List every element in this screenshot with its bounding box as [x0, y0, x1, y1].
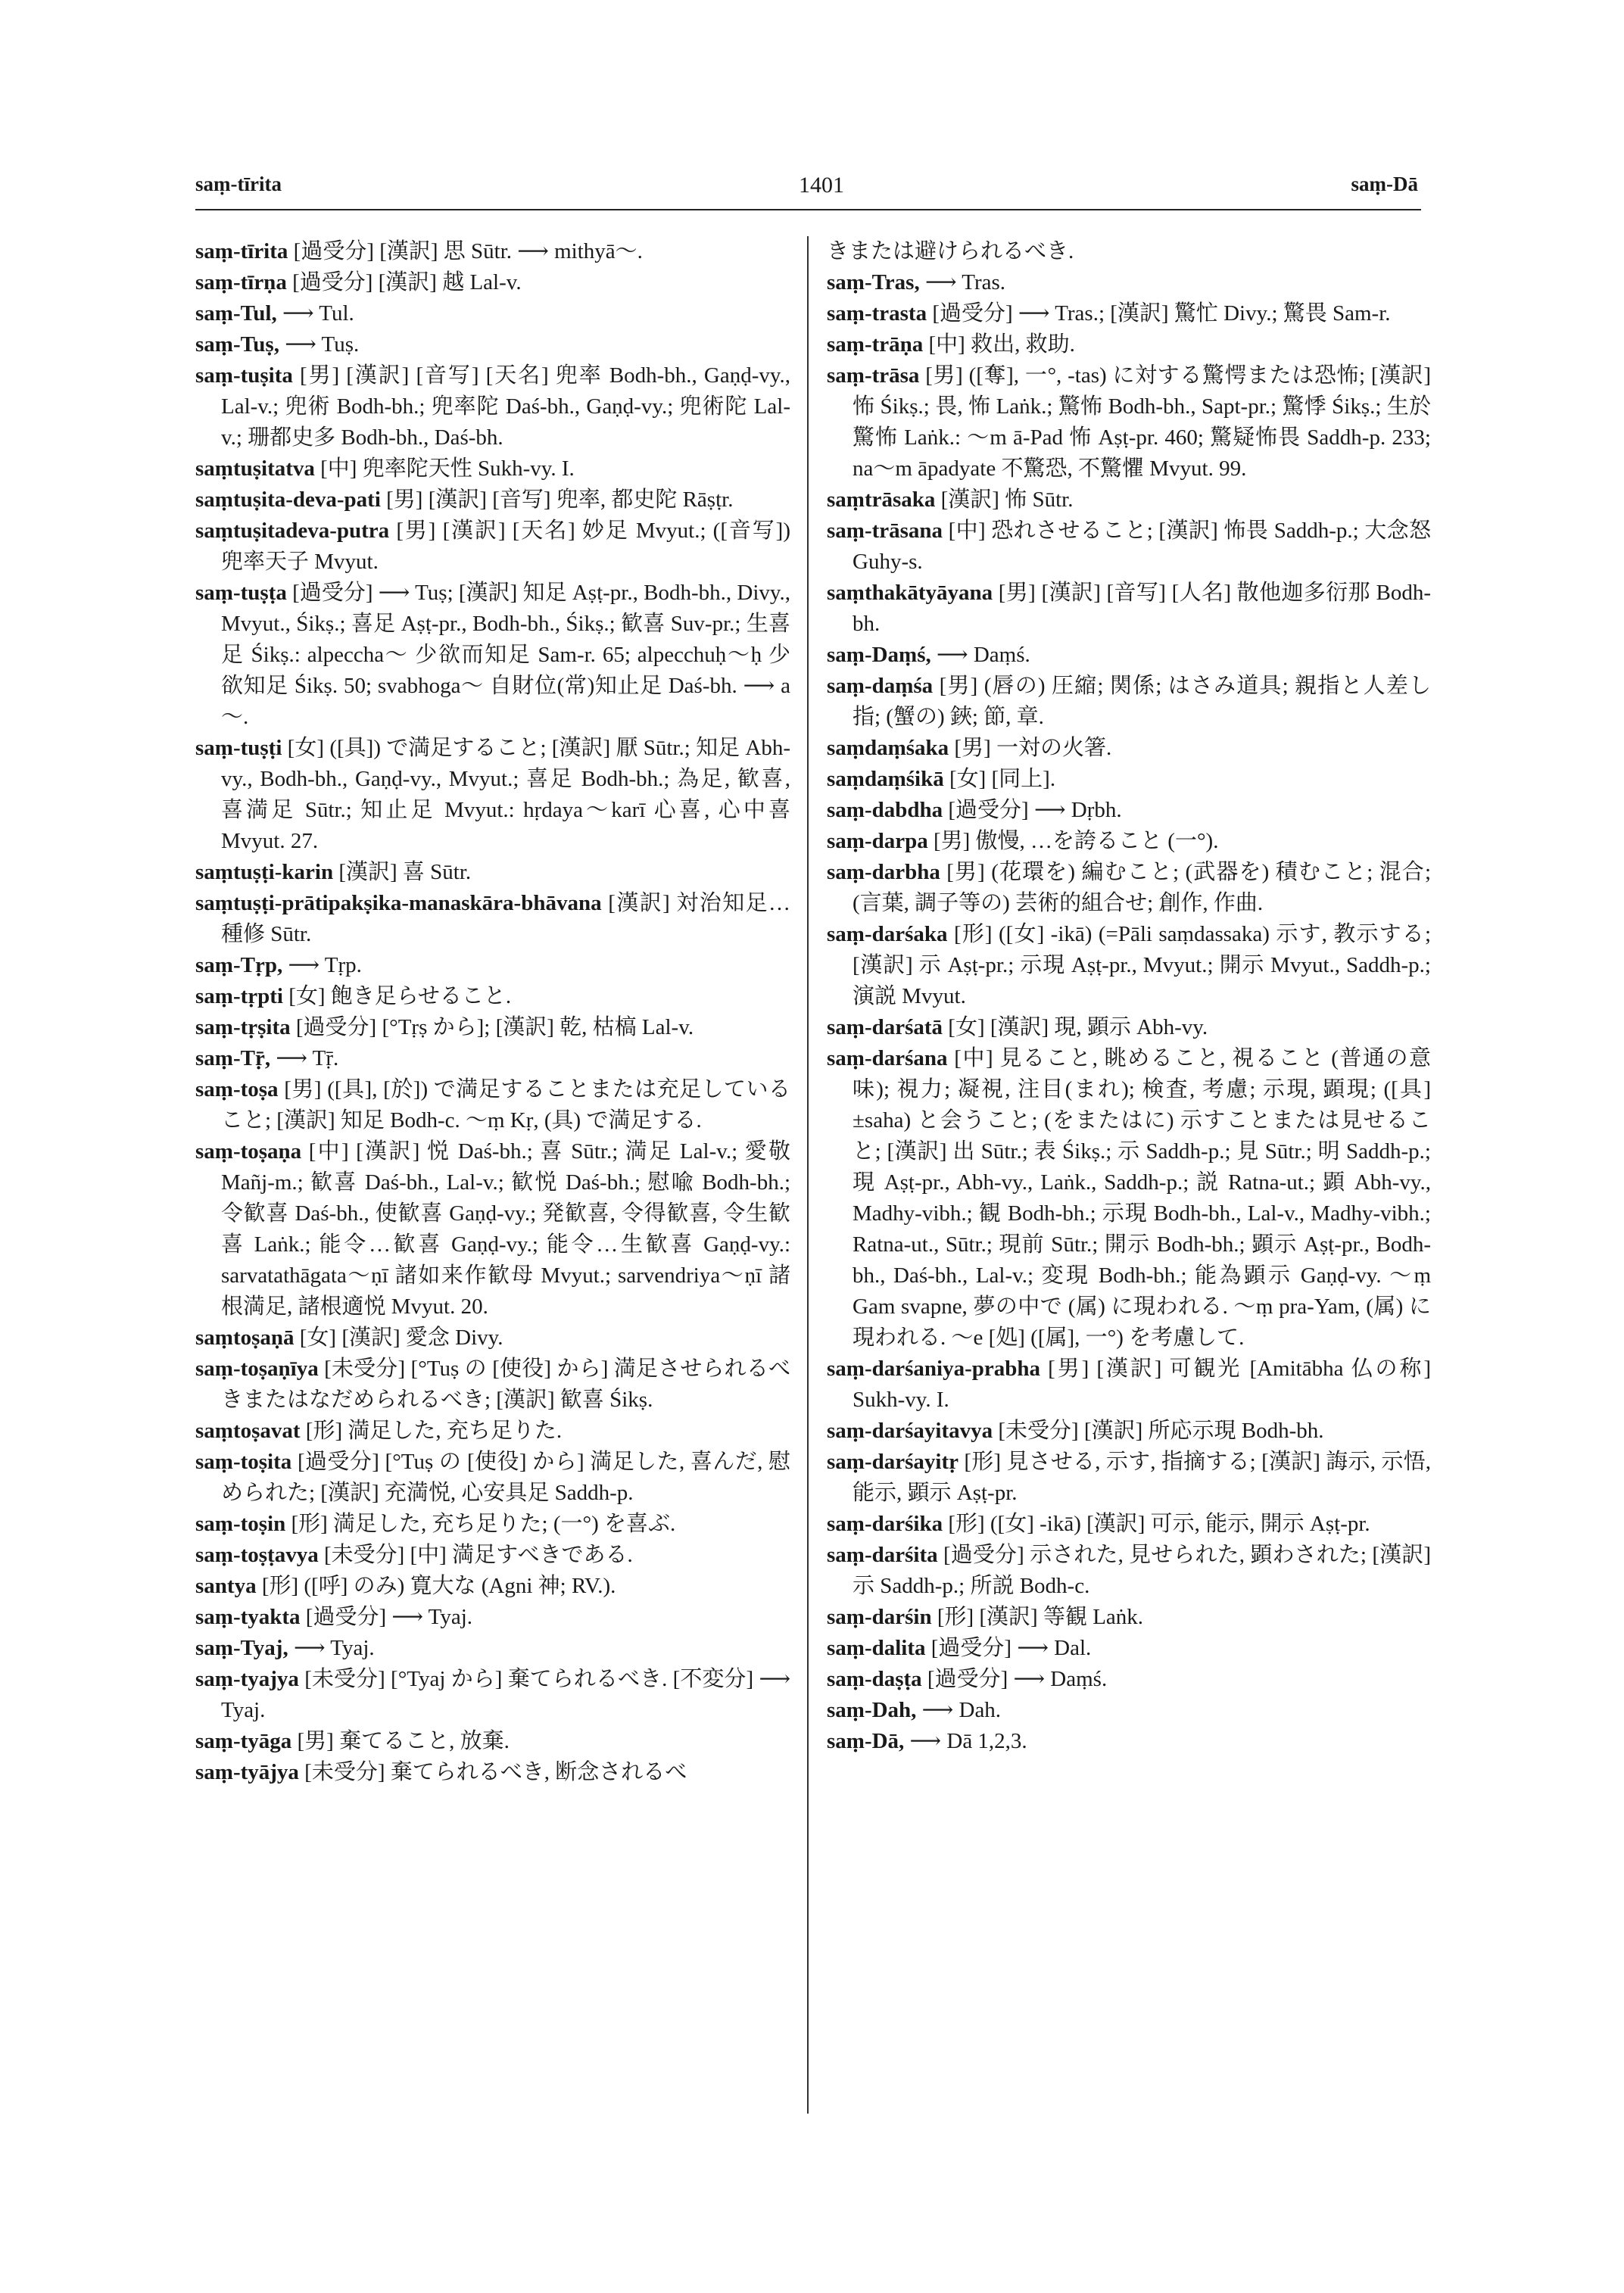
dictionary-entry	[827, 360, 1431, 484]
definition: [男] 一対の火箸.	[954, 736, 1112, 760]
definition: [過受分] [漢訳] 思 Sūtr. ⟶ mithyā～.	[293, 239, 643, 263]
headword: saṃtoṣaṇā	[195, 1326, 295, 1350]
headword: saṃ-tyāga	[195, 1729, 292, 1753]
dictionary-entry	[827, 1509, 1431, 1540]
definition: [女] 飽き足らせること.	[288, 984, 512, 1008]
headword: saṃ-toṣa	[195, 1077, 279, 1101]
dictionary-entry	[195, 1074, 790, 1136]
definition: ⟶ Tras.	[924, 270, 1006, 294]
definition: [未受分] [°Tuṣ の [使役] から] 満足させられるべきまたはなだめられるべき; [漢訳] 歓喜 Śikṣ.	[221, 1357, 790, 1412]
dictionary-entry	[195, 484, 790, 516]
headword: saṃ-trāṇa	[827, 332, 924, 357]
dictionary-entry	[827, 1664, 1431, 1695]
dictionary-entry	[827, 1043, 1431, 1354]
headword: saṃ-darśana	[827, 1046, 948, 1070]
dictionary-entry	[827, 826, 1431, 857]
definition: [女] [漢訳] 愛念 Divy.	[299, 1326, 503, 1350]
headword: saṃ-tuṣṭa	[195, 581, 287, 605]
dictionary-entry	[195, 267, 790, 298]
header-rule	[195, 209, 1421, 210]
dictionary-entry	[827, 857, 1431, 919]
dictionary-entry	[195, 329, 790, 360]
right-column	[827, 236, 1431, 1757]
definition: ⟶ Tṝ.	[276, 1046, 339, 1070]
headword: saṃtuṣita-deva-pati	[195, 488, 381, 512]
dictionary-entry	[827, 1695, 1431, 1726]
definition: [形] 満足した, 充ち足りた; (一°) を喜ぶ.	[291, 1512, 676, 1536]
headword: saṃ-tṛpti	[195, 984, 283, 1008]
definition: [男] (唇の) 圧縮; 関係; はさみ道具; 親指と人差し指; (蟹の) 鋏; 節, 章.	[853, 674, 1431, 729]
definition: [形] 満足した, 充ち足りた.	[305, 1419, 563, 1443]
headword: saṃ-darśika	[827, 1512, 943, 1536]
definition: [中] 兜率陀天性 Sukh-vy. I.	[320, 456, 575, 481]
dictionary-entry	[827, 1354, 1431, 1416]
dictionary-entry	[195, 360, 790, 453]
dictionary-entry	[827, 764, 1431, 795]
definition: [中] [漢訳] 悦 Daś-bh.; 喜 Sūtr.; 満足 Lal-v.; 愛敬 Mañj-m.; 歓喜 Daś-bh., Lal-v.; 歓悦 Daś-bh.; 慰喩 Bodh-bh.; 令歓喜 Daś-bh., 使歓喜 Gaṇḍ-vy.; 発歓喜, 令得歓喜, 令生歓喜 Laṅk.; 能令…歓喜 Gaṇḍ-vy.; 能令…生歓喜 Gaṇḍ-vy.: sarvatathāgata～ṇī 諸如来作歓母 Mvyut.; sarvendriya～ṇī 諸根満足, 諸根適悦 Mvyut. 20.	[221, 1139, 791, 1319]
dictionary-entry	[827, 640, 1431, 671]
headword: saṃ-toṣita	[195, 1450, 292, 1474]
headword: saṃ-Dah,	[827, 1698, 917, 1722]
dictionary-entry	[195, 1757, 790, 1788]
headword: saṃ-tyajya	[195, 1667, 299, 1691]
dictionary-entry	[827, 578, 1431, 640]
definition: [男] ([具], [於]) で満足することまたは充足していること; [漢訳] 知足 Bodh-c. ～ṃ Kṛ, (具) で満足する.	[221, 1077, 790, 1132]
dictionary-entry	[827, 267, 1431, 298]
dictionary-entry	[827, 733, 1431, 764]
headword: saṃtuṣitatva	[195, 456, 315, 481]
dictionary-entry	[827, 1602, 1431, 1633]
headword: saṃthakātyāyana	[827, 581, 993, 605]
headword: saṃ-trāsa	[827, 363, 920, 388]
dictionary-entry	[827, 1416, 1431, 1447]
headword: saṃ-darśaka	[827, 922, 948, 946]
dictionary-entry	[195, 981, 790, 1012]
definition: [中] 恐れさせること; [漢訳] 怖畏 Saddh-p.; 大念怒 Guhy-s.	[853, 519, 1431, 574]
definition: [男] [漢訳] [音写] [人名] 散他迦多衍那 Bodh-bh.	[853, 581, 1431, 636]
definition: [形] ([女] -ikā) [漢訳] 可示, 能示, 開示 Aṣṭ-pr.	[948, 1512, 1370, 1536]
headword: saṃ-darśaniya-prabha	[827, 1357, 1040, 1381]
definition: [女] [同上].	[949, 767, 1056, 791]
definition: [男] [漢訳] 可観光 [Amitābha 仏の称] Sukh-vy. I.	[853, 1357, 1431, 1412]
left-column	[195, 236, 790, 1788]
headword: saṃdaṃśaka	[827, 736, 949, 760]
dictionary-entry	[195, 1633, 790, 1664]
dictionary-entry	[195, 1447, 790, 1509]
definition: [過受分] 示された, 見せられた, 顕わされた; [漢訳] 示 Saddh-p.; 所説 Bodh-c.	[853, 1543, 1432, 1598]
headword: saṃ-trasta	[827, 301, 927, 326]
headword: saṃ-darśatā	[827, 1015, 943, 1039]
definition: きまたは避けられるべき.	[827, 239, 1074, 263]
definition: [未受分] [°Tyaj から] 棄てられるべき. [不変分] ⟶ Tyaj.	[221, 1667, 791, 1722]
definition: [男] [漢訳] [音写] 兜率, 都史陀 Rāṣṭr.	[386, 488, 734, 512]
dictionary-entry	[195, 1136, 790, 1323]
headword: saṃ-tuṣita	[195, 363, 293, 388]
definition: [形] 見させる, 示す, 指摘する; [漢訳] 誨示, 示悟, 能示, 顕示 Aṣṭ-pr.	[853, 1450, 1432, 1505]
headword: saṃtuṣṭi-karin	[195, 860, 334, 884]
dictionary-entry	[827, 919, 1431, 1012]
headword: saṃ-Tras,	[827, 270, 920, 294]
definition: [過受分] ⟶ Tyaj.	[305, 1605, 473, 1629]
definition: [漢訳] 怖 Sūtr.	[940, 488, 1074, 512]
definition: [中] 救出, 救助.	[928, 332, 1075, 357]
headword: saṃ-Tṝ,	[195, 1046, 271, 1070]
dictionary-entry	[195, 516, 790, 578]
definition: [女] [漢訳] 現, 顕示 Abh-vy.	[948, 1015, 1208, 1039]
dictionary-entry	[827, 1726, 1431, 1757]
headword: saṃ-darpa	[827, 829, 928, 853]
dictionary-entry	[827, 1540, 1431, 1602]
headword: saṃtoṣavat	[195, 1419, 301, 1443]
dictionary-entry	[195, 453, 790, 484]
running-head-right: saṃ-Dā	[1351, 173, 1418, 195]
headword: saṃ-darśita	[827, 1543, 938, 1567]
dictionary-entry	[827, 298, 1431, 329]
headword: saṃ-darśayitṛ	[827, 1450, 959, 1474]
dictionary-entry	[195, 1323, 790, 1354]
dictionary-entry	[827, 484, 1431, 516]
dictionary-entry	[195, 1602, 790, 1633]
definition: ⟶ Dah.	[921, 1698, 1002, 1722]
headword: saṃ-Dā,	[827, 1729, 905, 1753]
headword: saṃ-toṣaṇa	[195, 1139, 302, 1164]
definition: [男] [漢訳] [音写] [天名] 兜率 Bodh-bh., Gaṇḍ-vy., Lal-v.; 兜術 Bodh-bh.; 兜率陀 Daś-bh., Gaṇḍ-vy.; 兜術陀 Lal-v.; 珊都史多 Bodh-bh., Daś-bh.	[221, 363, 790, 450]
definition: [過受分] [°Tṛṣ から]; [漢訳] 乾, 枯槁 Lal-v.	[295, 1015, 694, 1039]
definition: ⟶ Tuṣ.	[285, 332, 360, 357]
headword: santya	[195, 1574, 257, 1598]
definition: [形] ([呼] のみ) 寛大な (Agni 神; RV.).	[261, 1574, 616, 1598]
definition: [男] (花環を) 編むこと; (武器を) 積むこと; 混合; (言葉, 調子等の) 芸術的組合せ; 創作, 作曲.	[853, 860, 1431, 915]
headword: saṃ-tīrṇa	[195, 270, 287, 294]
headword: saṃ-tyakta	[195, 1605, 301, 1629]
dictionary-entry	[195, 733, 790, 857]
dictionary-entry	[195, 1012, 790, 1043]
definition: ⟶ Tṛp.	[288, 953, 362, 977]
headword: saṃ-tyājya	[195, 1760, 299, 1784]
headword: saṃ-darśin	[827, 1605, 932, 1629]
definition: [女] ([具]) で満足すること; [漢訳] 厭 Sūtr.; 知足 Abh-vy., Bodh-bh., Gaṇḍ-vy., Mvyut.; 喜足 Bodh-bh.; 為足, 歓喜, 喜満足 Sūtr.; 知止足 Mvyut.: hṛdaya～karī 心喜, 心中喜 Mvyut. 27.	[221, 736, 791, 853]
definition: [漢訳] 喜 Sūtr.	[338, 860, 472, 884]
headword: saṃ-darbha	[827, 860, 940, 884]
dictionary-entry	[195, 1354, 790, 1416]
dictionary-entry	[195, 1571, 790, 1602]
dictionary-entry	[195, 950, 790, 981]
definition: [過受分] ⟶ Dal.	[930, 1636, 1092, 1660]
dictionary-entry	[195, 1416, 790, 1447]
column-divider	[807, 236, 809, 2114]
definition: [未受分] [中] 満足すべきである.	[323, 1543, 633, 1567]
dictionary-entry	[827, 1012, 1431, 1043]
headword: saṃ-trāsana	[827, 519, 943, 543]
headword: saṃ-dalita	[827, 1636, 926, 1660]
dictionary-entry	[827, 236, 1431, 267]
headword: saṃtrāsaka	[827, 488, 936, 512]
dictionary-entry	[827, 671, 1431, 733]
dictionary-entry	[827, 795, 1431, 826]
definition: [形] ([女] -ikā) (=Pāli saṃdassaka) 示す, 教示する; [漢訳] 示 Aṣṭ-pr.; 示現 Aṣṭ-pr., Mvyut.; 開示 Mvyut., Saddh-p.; 演説 Mvyut.	[853, 922, 1432, 1008]
headword: saṃ-tīrita	[195, 239, 288, 263]
dictionary-entry	[195, 578, 790, 733]
definition: [中] 見ること, 眺めること, 視ること (普通の意味); 視力; 凝視, 注目(まれ); 検査, 考慮; 示現, 顕現; ([具] ±saha) と会うこと; (をまたはに) 示すことまたは見せること; [漢訳] 出 Sūtr.; 表 Śikṣ.; 示 Saddh-p.; 見 Sūtr.; 明 Saddh-p.; 現 Aṣṭ-pr., Abh-vy., Laṅk., Saddh-p.; 説 Ratna-ut.; 顕 Abh-vy., Madhy-vibh.; 観 Bodh-bh.; 示現 Bodh-bh., Lal-v., Madhy-vibh.; Ratna-ut., Sūtr.; 現前 Sūtr.; 開示 Bodh-bh.; 顕示 Aṣṭ-pr., Bodh-bh., Daś-bh., Lal-v.; 変現 Bodh-bh.; 能為顕示 Gaṇḍ-vy. ～ṃ Gam svapne, 夢の中で (属) に現われる. ～ṃ pra-Yam, (属) に現われる. ～e [処] ([属], 一°) を考慮して.	[853, 1046, 1431, 1350]
headword: saṃtuṣitadeva-putra	[195, 519, 390, 543]
definition: [男] [漢訳] [天名] 妙足 Mvyut.; ([音写]) 兜率天子 Mvyut.	[221, 519, 790, 574]
running-head-left: saṃ-tīrita	[195, 173, 282, 195]
headword: saṃ-tuṣṭi	[195, 736, 282, 760]
definition: [過受分] [漢訳] 越 Lal-v.	[292, 270, 522, 294]
headword: saṃ-Tuṣ,	[195, 332, 279, 357]
dictionary-entry	[195, 1726, 790, 1757]
definition: [男] 傲慢, …を誇ること (一°).	[933, 829, 1219, 853]
headword: saṃ-darśayitavya	[827, 1419, 993, 1443]
definition: [未受分] 棄てられるべき, 断念されるべ	[304, 1760, 687, 1784]
dictionary-entry	[195, 857, 790, 888]
dictionary-entry	[827, 329, 1431, 360]
headword: saṃdaṃśikā	[827, 767, 944, 791]
definition: [形] [漢訳] 等観 Laṅk.	[937, 1605, 1144, 1629]
headword: saṃ-toṣaṇīya	[195, 1357, 319, 1381]
definition: [過受分] ⟶ Tuṣ; [漢訳] 知足 Aṣṭ-pr., Bodh-bh., Divy., Mvyut., Śikṣ.; 喜足 Aṣṭ-pr., Bodh-bh., Śikṣ.; 歓喜 Suv-pr.; 生喜足 Śikṣ.: alpeccha～ 少欲而知足 Sam-r. 65; alpecchuḥ～ḥ 少欲知足 Śikṣ. 50; svabhoga～ 自財位(常)知止足 Daś-bh. ⟶ a～.	[221, 581, 791, 729]
dictionary-entry	[195, 1509, 790, 1540]
dictionary-entry	[195, 1540, 790, 1571]
page-number: 1401	[799, 173, 844, 198]
dictionary-entry	[827, 516, 1431, 578]
headword: saṃ-toṣṭavya	[195, 1543, 319, 1567]
definition: [男] 棄てること, 放棄.	[297, 1729, 510, 1753]
definition: [漢訳] 対治知足…種修 Sūtr.	[221, 891, 790, 946]
dictionary-entry	[195, 1664, 790, 1726]
headword: saṃ-Tṛp,	[195, 953, 283, 977]
headword: saṃ-Daṃś,	[827, 643, 931, 667]
definition: [過受分] ⟶ Daṃś.	[927, 1667, 1108, 1691]
dictionary-entry	[195, 888, 790, 950]
headword: saṃ-toṣin	[195, 1512, 286, 1536]
headword: saṃtuṣṭi-prātipakṣika-manaskāra-bhāvana	[195, 891, 602, 915]
headword: saṃ-Tul,	[195, 301, 277, 326]
headword: saṃ-tṛṣita	[195, 1015, 291, 1039]
dictionary-entry	[195, 236, 790, 267]
definition: [未受分] [漢訳] 所応示現 Bodh-bh.	[998, 1419, 1324, 1443]
definition: ⟶ Daṃś.	[937, 643, 1030, 667]
definition: ⟶ Tyaj.	[293, 1636, 375, 1660]
definition: [男] ([奪], 一°, -tas) に対する驚愕または恐怖; [漢訳] 怖 Śikṣ.; 畏, 怖 Laṅk.; 驚怖 Bodh-bh., Sapt-pr.; 驚悸 Śikṣ.; 生於驚怖 Laṅk.: ～m ā-Pad 怖 Aṣṭ-pr. 460; 驚疑怖畏 Saddh-p. 233; na～m āpadyate 不驚恐, 不驚懼 Mvyut. 99.	[853, 363, 1431, 481]
definition: [過受分] [°Tuṣ の [使役] から] 満足した, 喜んだ, 慰められた; [漢訳] 充満悦, 心安具足 Saddh-p.	[221, 1450, 791, 1505]
dictionary-entry	[195, 1043, 790, 1074]
headword: saṃ-daṃśa	[827, 674, 934, 698]
headword: saṃ-Tyaj,	[195, 1636, 288, 1660]
dictionary-entry	[827, 1447, 1431, 1509]
dictionary-entry	[827, 1633, 1431, 1664]
definition: [過受分] ⟶ Tras.; [漢訳] 驚忙 Divy.; 驚畏 Sam-r.	[932, 301, 1391, 326]
definition: ⟶ Dā 1,2,3.	[909, 1729, 1027, 1753]
definition: ⟶ Tul.	[282, 301, 354, 326]
headword: saṃ-dabdha	[827, 798, 943, 822]
definition: [過受分] ⟶ Dṛbh.	[948, 798, 1122, 822]
headword: saṃ-daṣṭa	[827, 1667, 922, 1691]
dictionary-entry	[195, 298, 790, 329]
